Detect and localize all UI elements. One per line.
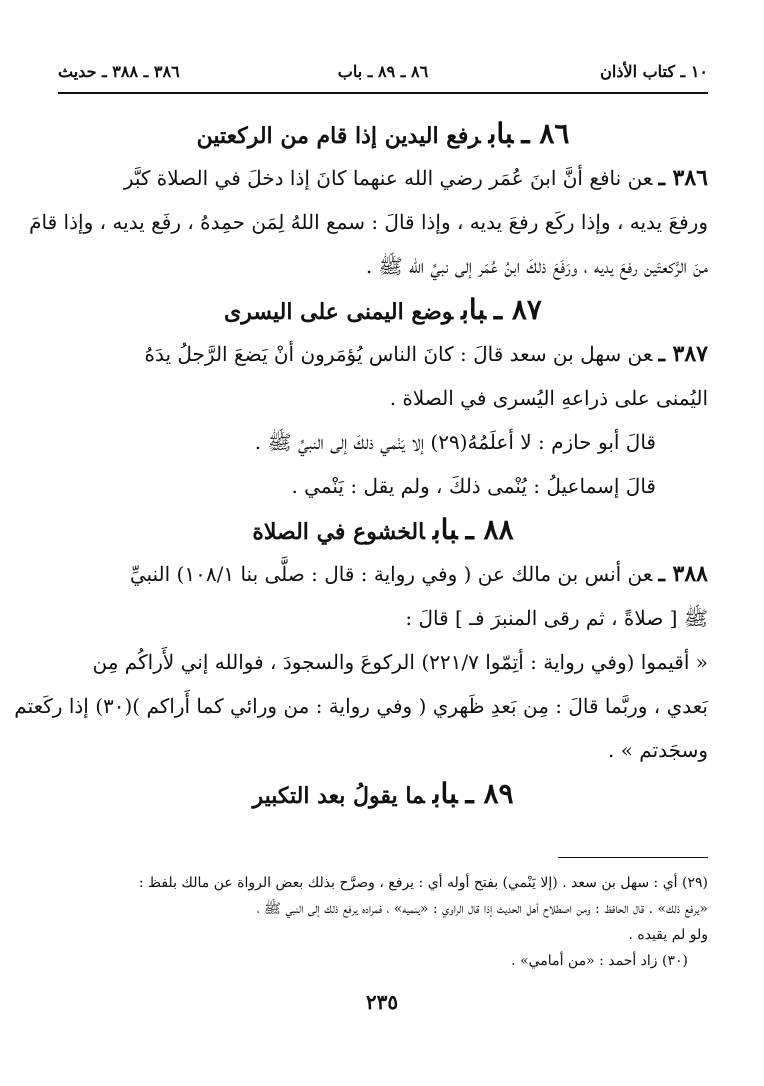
chapter-bab: باب [461, 293, 486, 326]
header-chapter-range: ٨٦ ـ ٨٩ ـ باب [337, 62, 429, 81]
main-text [14, 112, 708, 816]
chapter-title: الخشوع في الصلاة [252, 519, 425, 545]
chapter-bab: باب [432, 777, 458, 810]
chapter-heading-87 [58, 288, 708, 332]
chapter-number: ٨٨ ـ [465, 513, 514, 546]
chapter-heading-88 [58, 508, 708, 552]
hadith-text: عن سهل بن سعد قالَ : كانَ الناس يُؤمَرون أنْ يَضعَ الرَّجلُ يدَهُ [144, 342, 653, 366]
hadith-386-line-3: منَ الرَّكعتَين رفعَ يديه ، ورَفَعَ ذلكَ ابنُ عُمَر إلى نبيِّ الله ﷺ . [365, 254, 708, 278]
hadith-386-line-2: ورفعَ يديه ، وإذا ركَع رفعَ يديه ، وإذا قالَ : سمع اللهُ لِمَن حمِدهُ ، رفَع يديه ، وإذا قامَ [29, 210, 708, 234]
chapter-heading-89 [58, 772, 708, 816]
chapter-title: رفع اليدين إذا قام من الركعتين [196, 123, 481, 149]
hadith-388-line-5: وسجَدتم » . [607, 738, 708, 762]
footnotes [58, 870, 708, 974]
hadith-387-line-2: اليُمنى على ذراعهِ اليُسرى في الصلاة . [389, 386, 708, 410]
hadith-number: ٣٨٧ ـ [658, 341, 708, 367]
hadith-387-line-1 [58, 332, 708, 376]
chapter-number: ٨٧ ـ [493, 293, 542, 326]
hadith-388-line-3: « أقيموا (وفي رواية : أتِمّوا ٢٢١/٧) الركوعَ والسجودَ ، فوالله إني لأَراكُم مِن [92, 650, 708, 674]
footnote-30: (٣٠) زاد أحمد : «من أمامي» . [511, 953, 688, 969]
hadith-388-line-4: بَعدي ، وربَّما قالَ : مِن بَعدِ ظَهري ( وفي رواية : من ورائي كما أَراكم )(٣٠) إذا ركَعتم [14, 694, 708, 718]
footnote-divider [558, 857, 708, 858]
footnote-29-line-1: (٢٩) أي : سهل بن سعد . (إلا يَنْمي) بفتح أوله أي : يرفع ، وصرَّح بذلك بعض الرواة عن مالك بلفظ : [138, 875, 708, 891]
header-hadith-range: ٣٨٦ ـ ٣٨٨ ـ حديث [58, 62, 180, 81]
hadith-387-line-4: قالَ إسماعيلُ : يُنْمى ذلكَ ، ولم يقل : يَنْمي . [291, 474, 656, 498]
hadith-388-line-2: ﷺ [ صلاةً ، ثم رقى المنبرَ فـ ] قالَ : [405, 606, 708, 630]
hadith-388-line-1 [58, 552, 708, 596]
header-divider [58, 92, 708, 94]
page-number: ٢٣٥ [365, 990, 399, 1014]
hadith-text: عن أنس بن مالك عن ( وفي رواية : قال : صلَّى بنا ١٠٨/١) النبيِّ [129, 562, 653, 586]
chapter-bab: باب [432, 513, 458, 546]
hadith-text: عن نافع أنَّ ابنَ عُمَر رضي الله عنهما كانَ إذا دخلَ في الصلاة كبَّر [123, 166, 653, 190]
hadith-387-line-3: قالَ أبو حازم : لا أعلَمُهُ(٢٩) إلا يَنْمي ذلكَ إلى النبيِّ ﷺ . [254, 430, 656, 454]
hadith-number: ٣٨٦ ـ [658, 165, 708, 191]
header-book-title: ١٠ ـ كتاب الأذان [600, 62, 708, 81]
chapter-bab: باب [488, 117, 514, 150]
chapter-number: ٨٦ ـ [521, 117, 570, 150]
footnote-29-line-3: ولو لم يقيده . [628, 927, 708, 943]
chapter-title: ما يقولُ بعد التكبير [252, 783, 425, 809]
chapter-heading-86 [58, 112, 708, 156]
chapter-title: وضع اليمنى على اليسرى [224, 299, 454, 325]
chapter-number: ٨٩ ـ [465, 777, 514, 810]
hadith-number: ٣٨٨ ـ [658, 561, 708, 587]
footnote-29-line-2: «يرفع ذلك» . قال الحافظ : ومن اصطلاح أهل الحديث إذا قال الراوي : «ينميه» ، فمراده يرفع ذلك إلى النبي ﷺ ، [256, 901, 708, 917]
running-header [58, 56, 708, 86]
hadith-386-line-1 [58, 156, 708, 200]
